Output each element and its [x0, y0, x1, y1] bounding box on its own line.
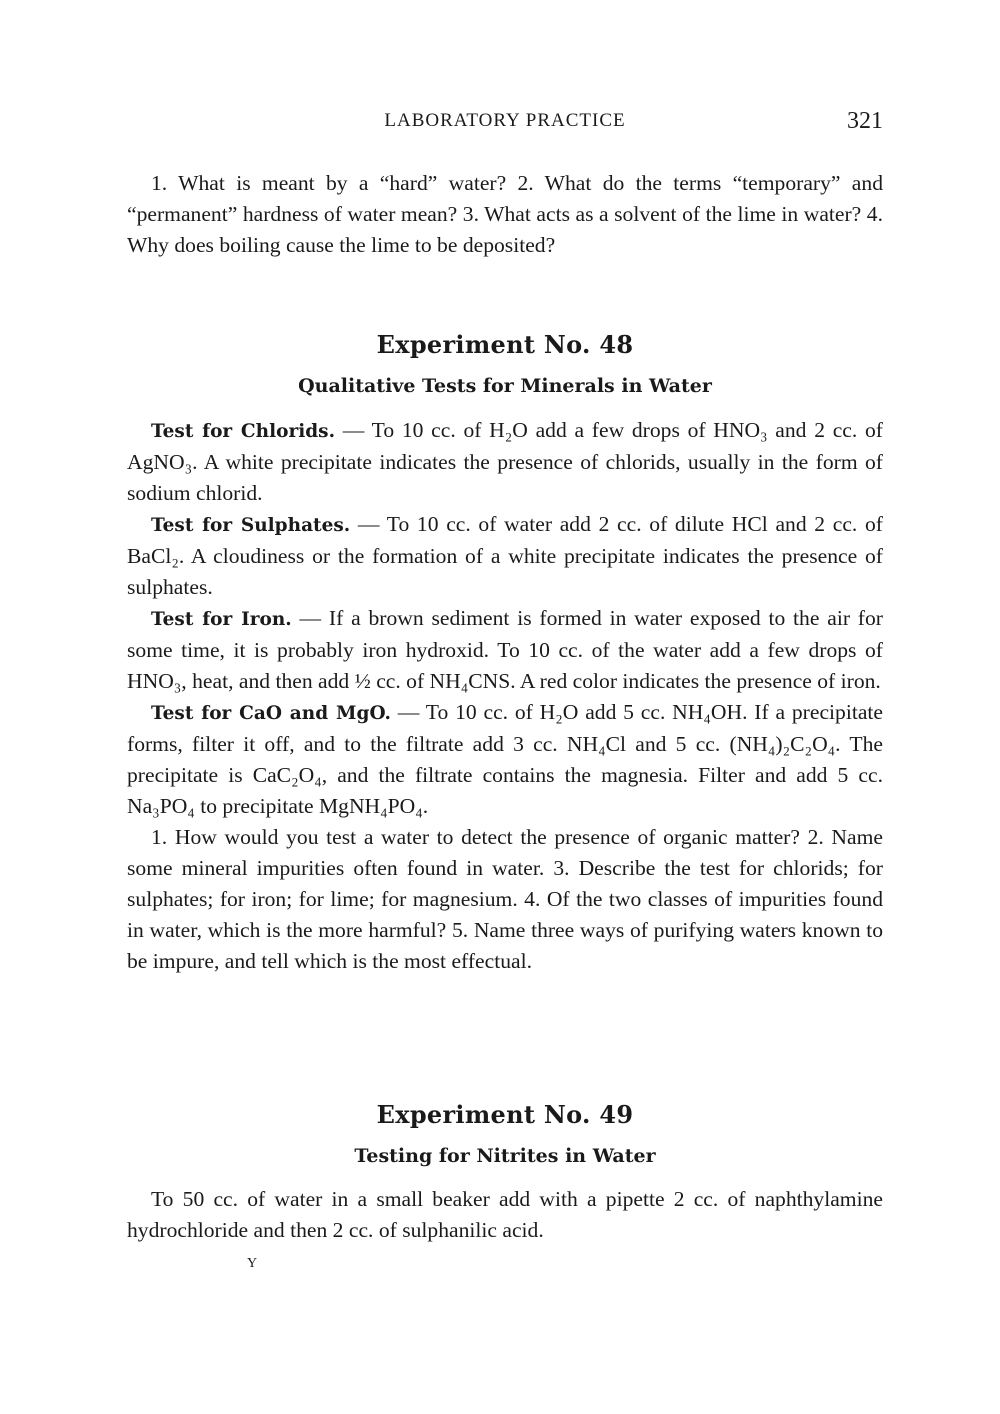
experiment-48-subtitle: Qualitative Tests for Minerals in Water	[298, 375, 712, 397]
experiment-49-subtitle: Testing for Nitrites in Water	[354, 1145, 656, 1167]
test-body: — To 10 cc. of H₂O add 5 cc. NH₄OH. If a precipitate forms, filter it off, and to the filtrate add 3 cc. NH₄Cl and 5 cc. (NH₄)₂C₂O₄. The precipitate is CaC₂O₄, and the filtrate contains the magnesia. Filter and add 5 cc. Na₃PO₄ to precipitate MgNH₄PO₄.	[127, 700, 884, 818]
experiment-48-title: Experiment No. 48	[376, 330, 634, 359]
questions-paragraph: 1. What is meant by a “hard” water? 2. What do the terms “temporary” and “permanent” hardness of water mean? 3. What acts as a solvent of the lime in water? 4. Why does boiling cause the lime to be deposited?	[127, 171, 883, 257]
page-number: 321	[847, 108, 883, 134]
experiment-49-body	[127, 1184, 883, 1246]
review-questions-previous	[127, 168, 883, 261]
test-chlorids	[127, 415, 883, 509]
running-title: LABORATORY PRACTICE	[384, 110, 626, 131]
experiment-49-title: Experiment No. 49	[376, 1100, 634, 1129]
experiment-48-tests	[127, 415, 883, 977]
test-body: — If a brown sediment is formed in water exposed to the air for some time, it is probably iron hydroxid. To 10 cc. of the water add a few drops of HNO₃, heat, and then add ½ cc. of NH₄CNS. A red color indicates the presence of iron.	[127, 606, 883, 693]
signature-mark: Y	[247, 1256, 258, 1271]
running-head	[127, 108, 883, 138]
test-lead: Test for Iron.	[151, 609, 292, 630]
test-sulphates	[127, 509, 883, 603]
experiment-49-paragraph: To 50 cc. of water in a small beaker add with a pipette 2 cc. of naphthylamine hydrochloride and then 2 cc. of sulphanilic acid.	[127, 1187, 883, 1242]
experiment-48-questions: 1. How would you test a water to detect the presence of organic matter? 2. Name some mineral impurities often found in water. 3. Describe the test for chlorids; for sulphates; for iron; for lime; for magnesium. 4. Of the two classes of impurities found in water, which is the more harmful? 5. Name three ways of purifying waters known to be impure, and tell which is the most effectual.	[127, 825, 883, 973]
test-iron	[127, 603, 883, 697]
test-body: — To 10 cc. of H₂O add a few drops of HNO₃ and 2 cc. of AgNO₃. A white precipitate indicates the presence of chlorids, usually in the form of sodium chlorid.	[127, 418, 883, 505]
test-body: — To 10 cc. of water add 2 cc. of dilute HCl and 2 cc. of BaCl₂. A cloudiness or the formation of a white precipitate indicates the presence of sulphates.	[127, 512, 883, 599]
test-lead: Test for CaO and MgO.	[151, 703, 391, 724]
test-lead: Test for Sulphates.	[151, 515, 351, 536]
test-lead: Test for Chlorids.	[151, 421, 336, 442]
test-cao-mgo	[127, 697, 883, 822]
